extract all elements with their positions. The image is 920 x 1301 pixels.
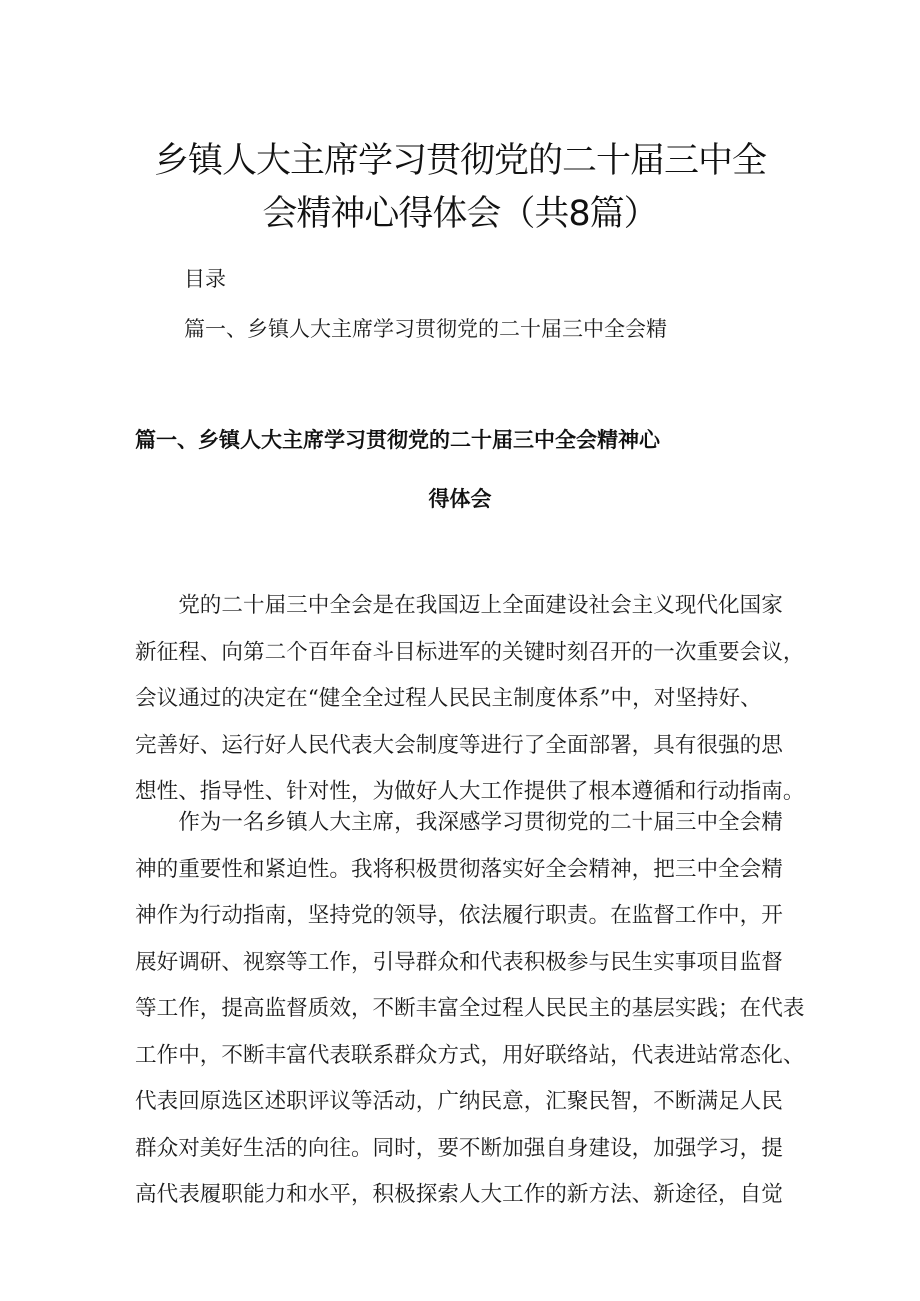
title-line-1: 乡镇人大主席学习贯彻党的二十届三中全 [153, 141, 766, 181]
paragraph-line: 等工作，提高监督质效，不断丰富全过程人民民主的基层实践；在代表 [135, 996, 805, 1021]
paragraph-line: 神作为行动指南，坚持党的领导，依法履行职责。在监督工作中，开 [135, 903, 783, 928]
paragraph-line: 党的二十届三中全会是在我国迈上全面建设社会主义现代化国家 [135, 593, 783, 618]
paragraph-line: 想性、指导性、针对性，为做好人大工作提供了根本遵循和行动指南。 [135, 779, 805, 804]
paragraph-line: 新征程、向第二个百年奋斗目标进军的关键时刻召开的一次重要会议， [135, 639, 805, 665]
toc-label: 目录 [184, 267, 226, 291]
section-heading: 篇一、乡镇人大主席学习贯彻党的二十届三中全会精神心 [135, 428, 660, 452]
paragraph-line: 作为一名乡镇人大主席，我深感学习贯彻党的二十届三中全会精 [135, 810, 783, 835]
document-title [120, 135, 800, 241]
toc-entry-1[interactable]: 篇一、乡镇人大主席学习贯彻党的二十届三中全会精 [184, 317, 667, 341]
title-line-2: 会精神心得体会（共8篇） [262, 194, 658, 234]
section-heading-continued: 得体会 [428, 487, 492, 511]
paragraph-line: 代表回原选区述职评议等活动，广纳民意，汇聚民智，不断满足人民 [135, 1089, 783, 1114]
paragraph-line: 完善好、运行好人民代表大会制度等进行了全面部署，具有很强的思 [135, 732, 783, 758]
paragraph-line: 展好调研、视察等工作，引导群众和代表积极参与民生实事项目监督 [135, 949, 783, 975]
paragraph-2 [135, 800, 805, 1219]
paragraph-line: 群众对美好生活的向往。同时，要不断加强自身建设，加强学习，提 [135, 1135, 783, 1161]
paragraph-line: 会议通过的决定在“健全全过程人民民主制度体系”中，对坚持好、 [135, 686, 762, 711]
paragraph-line: 工作中，不断丰富代表联系群众方式，用好联络站，代表进站常态化、 [135, 1042, 805, 1068]
paragraph-1 [135, 583, 805, 816]
paragraph-line: 高代表履职能力和水平，积极探索人大工作的新方法、新途径，自觉 [135, 1182, 783, 1207]
paragraph-line: 神的重要性和紧迫性。我将积极贯彻落实好全会精神，把三中全会精 [135, 856, 783, 882]
